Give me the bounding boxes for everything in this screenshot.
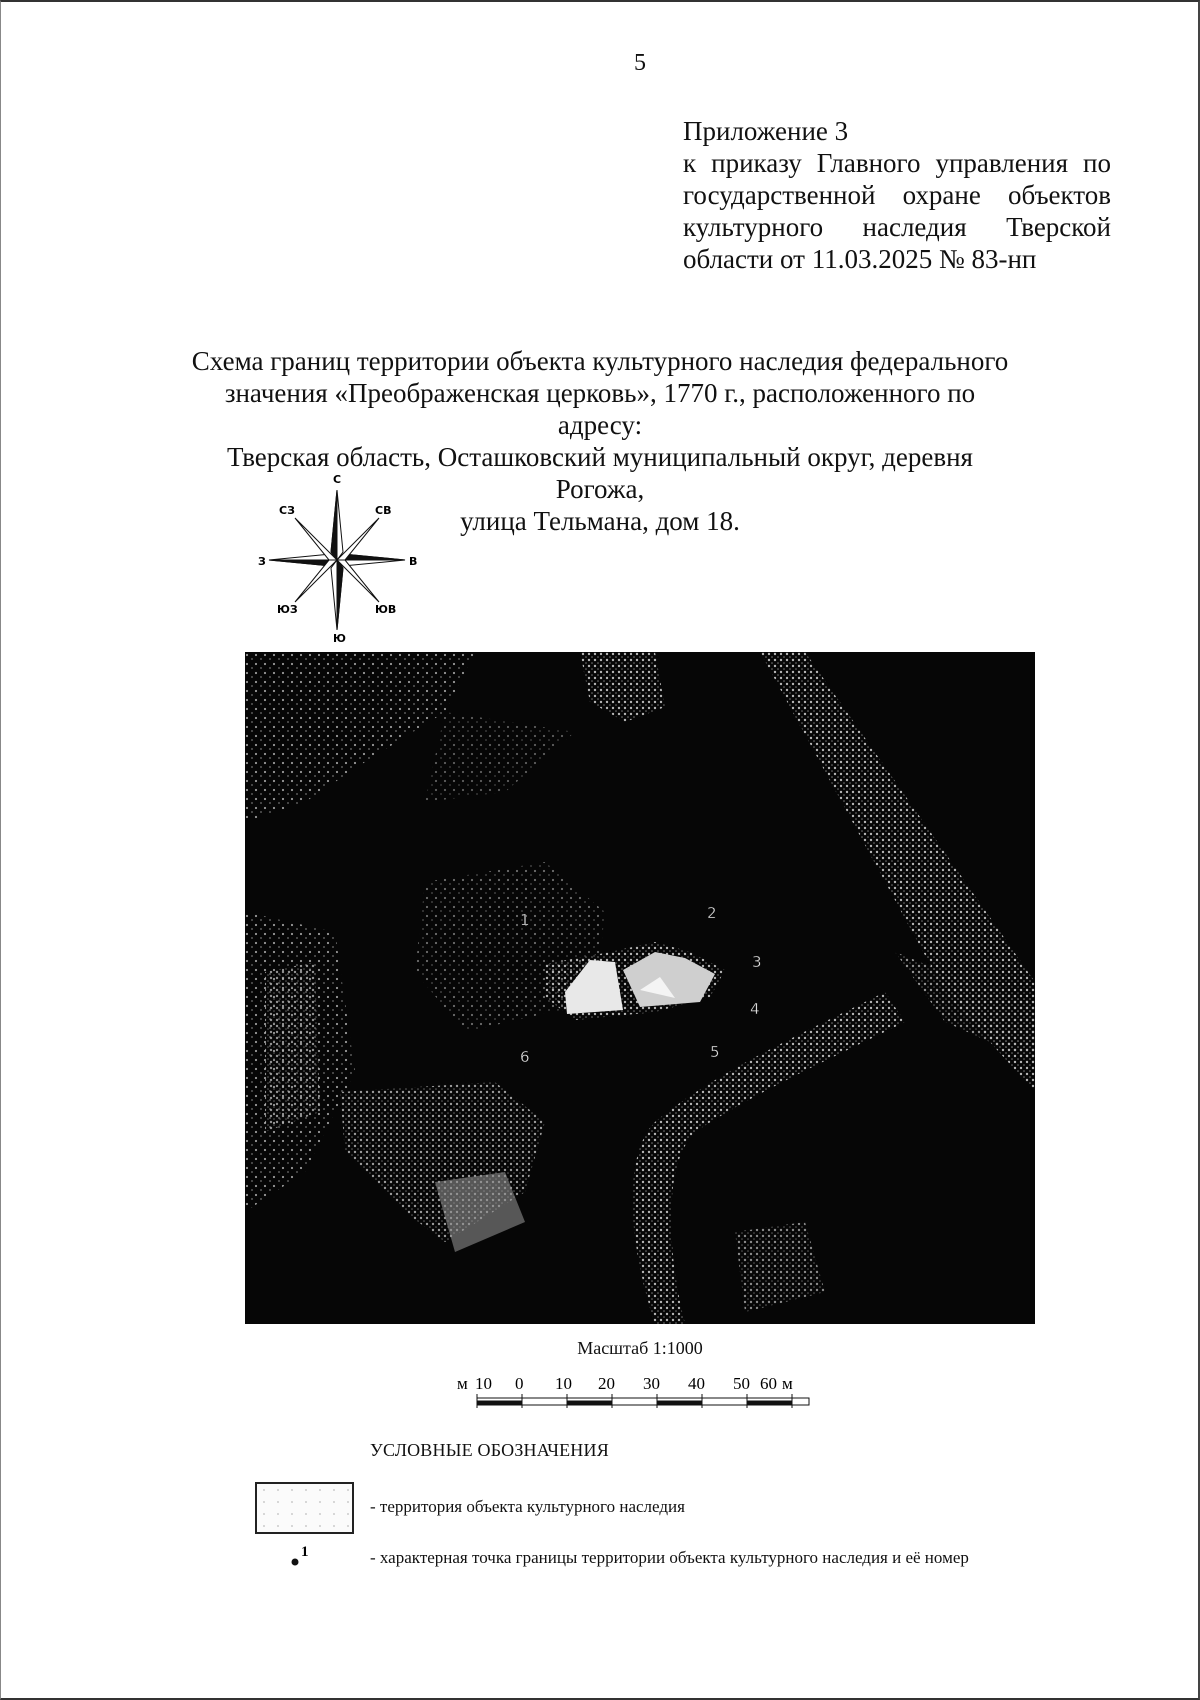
appendix-line: к приказу Главного управления по [683, 148, 1111, 178]
scale-tick-label: 50 [733, 1374, 750, 1393]
compass-sw-arm [295, 560, 337, 602]
map-point-label: 4 [750, 1000, 760, 1018]
map-point-label: 3 [752, 953, 762, 971]
legend-territory-text: - территория объекта культурного наследия [370, 1497, 685, 1516]
appendix-title: Приложение 3 [683, 116, 849, 146]
scale-tick-label: 20 [598, 1374, 615, 1393]
scale-tick-label: 10 [555, 1374, 572, 1393]
legend-point-symbol [287, 1546, 327, 1586]
legend-title: УСЛОВНЫЕ ОБОЗНАЧЕНИЯ [370, 1440, 609, 1460]
compass-label-nw: СЗ [279, 504, 295, 517]
scheme-title-line: Схема границ территории объекта культурного наследия федерального [191, 346, 1009, 376]
compass-nw-arm [295, 518, 337, 560]
legend-point-text: - характерная точка границы территории объекта культурного наследия и её номер [370, 1548, 969, 1567]
scheme-title-line: улица Тельмана, дом 18. [460, 506, 740, 536]
scale-bar-segment [747, 1401, 792, 1405]
compass-label-sw: ЮЗ [277, 603, 298, 616]
scale-label: Масштаб 1:1000 [577, 1338, 703, 1358]
compass-label-ne: СВ [375, 504, 392, 517]
scale-unit-right: м [782, 1374, 793, 1393]
scale-tick-label: 30 [643, 1374, 660, 1393]
appendix-line: культурного наследия Тверской [683, 212, 1111, 242]
scale-bar [455, 1372, 835, 1417]
scale-tick-label: 40 [688, 1374, 705, 1393]
compass-label-e: В [409, 555, 418, 568]
scale-bar-segment [567, 1401, 612, 1405]
appendix-line: области от 11.03.2025 № 83-нп [683, 244, 1037, 274]
compass-se-arm [337, 560, 379, 602]
map-point-label: 6 [520, 1048, 530, 1066]
page-number: 5 [634, 50, 646, 76]
compass-label-s: Ю [333, 632, 346, 645]
compass-label-n: С [333, 473, 342, 486]
compass-rose [255, 470, 425, 645]
scale-bar-segment [657, 1401, 702, 1405]
compass-s-arm-shade [337, 560, 343, 630]
scheme-title-line: значения «Преображенская церковь», 1770 г., расположенного по адресу: [224, 378, 976, 440]
legend-point-dot [292, 1559, 299, 1566]
scale-bar-segment [477, 1401, 522, 1405]
compass-label-w: З [258, 555, 266, 568]
field-w [265, 962, 320, 1132]
compass-label-se: ЮВ [375, 603, 397, 616]
scale-tick-label: 0 [515, 1374, 524, 1393]
appendix-line: государственной охране объектов [683, 180, 1111, 210]
map-point-label: 5 [710, 1043, 720, 1061]
legend-point-number: 1 [301, 1546, 309, 1560]
map-point-label: 2 [707, 904, 717, 922]
scale-tick-label: 10 [475, 1374, 492, 1393]
satellite-map [245, 652, 1035, 1324]
appendix-header [683, 115, 1111, 275]
scheme-title-line: Тверская область, Осташковский муниципальный округ, деревня Рогожа, [227, 442, 973, 504]
legend-territory-swatch [255, 1482, 354, 1534]
scale-tick-label: 60 [760, 1374, 777, 1393]
map-point-label: 1 [520, 911, 530, 929]
compass-ne-arm [337, 518, 379, 560]
compass-n-arm-shade [331, 490, 337, 560]
scale-unit-left: м [457, 1374, 468, 1393]
